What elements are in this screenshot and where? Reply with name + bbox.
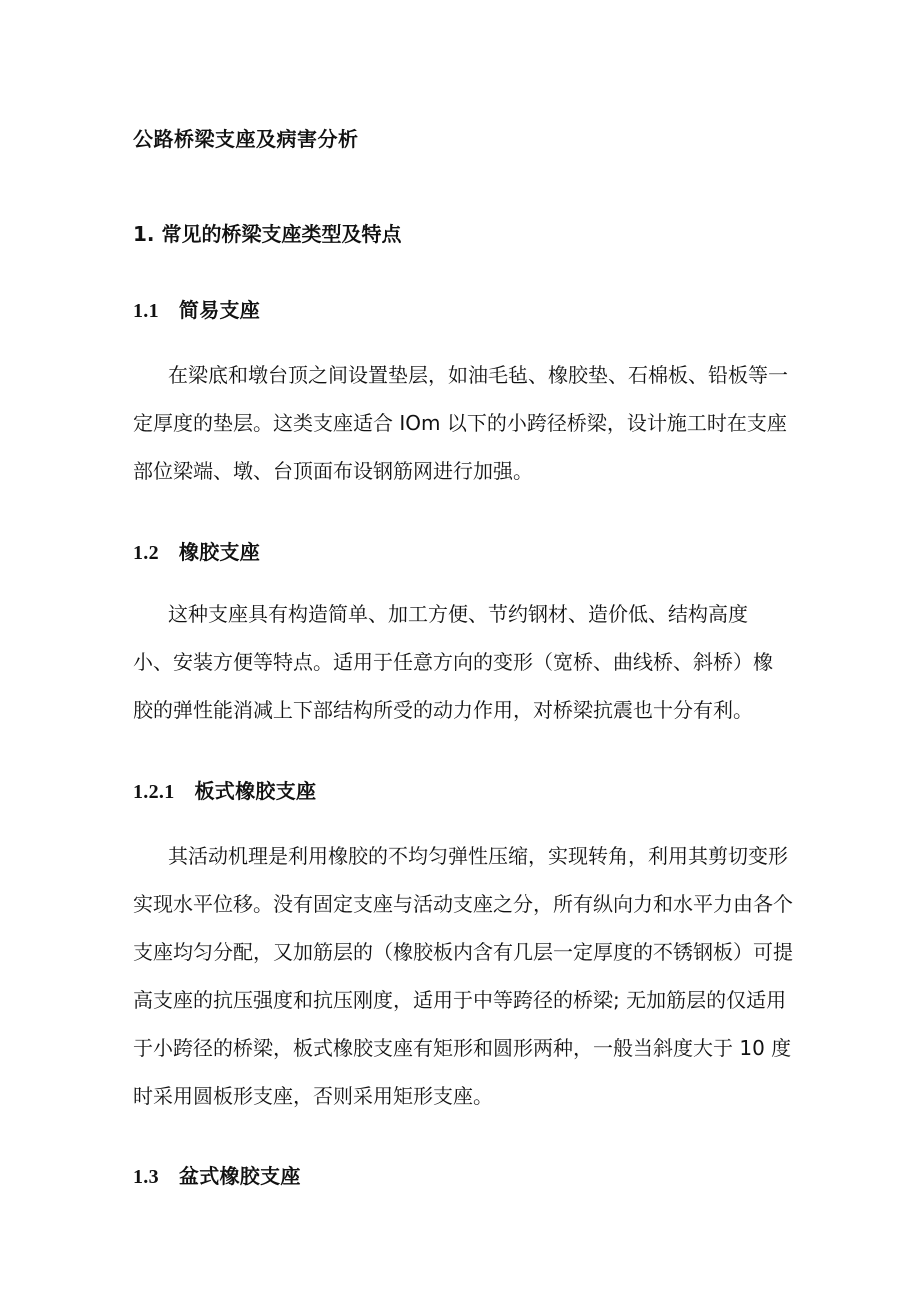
paragraph-rubber-bearing: [133, 590, 793, 734]
paragraph-line: 小、安装方便等特点。适用于任意方向的变形（宽桥、曲线桥、斜桥）橡: [133, 650, 773, 674]
paragraph-line: 高支座的抗压强度和抗压刚度，适用于中等跨径的桥梁; 无加筋层的仅适用: [133, 988, 787, 1012]
paragraph-plate-rubber-bearing: [133, 832, 793, 1120]
subsection-number: 1.2: [133, 542, 159, 564]
paragraph-line: 在梁底和墩台顶之间设置垫层，如油毛毡、橡胶垫、石棉板、铅板等一: [168, 363, 788, 387]
paragraph-line: 时采用圆板形支座，否则采用矩形支座。: [133, 1084, 493, 1108]
paragraph-line: 其活动机理是利用橡胶的不均匀弹性压缩，实现转角，利用其剪切变形: [168, 844, 788, 868]
subsection-number: 1.3: [133, 1166, 159, 1188]
subsection-heading-1-2-1: [133, 775, 316, 804]
paragraph-line: 支座均匀分配，又加筋层的（橡胶板内含有几层一定厚度的不锈钢板）可提: [133, 940, 793, 964]
paragraph-simple-bearing: [133, 351, 793, 495]
paragraph-line: 胶的弹性能消减上下部结构所受的动力作用，对桥梁抗震也十分有利。: [133, 698, 753, 722]
subsection-label: 简易支座: [178, 298, 261, 322]
paragraph-line: 这种支座具有构造简单、加工方便、节约钢材、造价低、结构高度: [168, 602, 748, 626]
paragraph-line: 部位梁端、墩、台顶面布设钢筋网进行加强。: [133, 459, 533, 483]
subsection-label: 橡胶支座: [178, 540, 261, 564]
subsection-label: 盆式橡胶支座: [178, 1164, 301, 1188]
subsection-heading-1-2: [133, 536, 260, 565]
subsection-number: 1.2.1: [133, 781, 175, 803]
paragraph-line: 于小跨径的桥梁，板式橡胶支座有矩形和圆形两种，一般当斜度大于 10 度: [133, 1036, 792, 1060]
subsection-number: 1.1: [133, 300, 159, 322]
paragraph-line: 实现水平位移。没有固定支座与活动支座之分，所有纵向力和水平力由各个: [133, 892, 793, 916]
document-title: 公路桥梁支座及病害分析: [133, 127, 359, 151]
paragraph-line: 定厚度的垫层。这类支座适合 IOm 以下的小跨径桥梁，设计施工时在支座: [133, 411, 787, 435]
section-heading-1: 1. 常见的桥梁支座类型及特点: [133, 222, 402, 246]
subsection-label: 板式橡胶支座: [194, 779, 317, 803]
subsection-heading-1-3: [133, 1160, 301, 1189]
subsection-heading-1-1: [133, 294, 260, 323]
